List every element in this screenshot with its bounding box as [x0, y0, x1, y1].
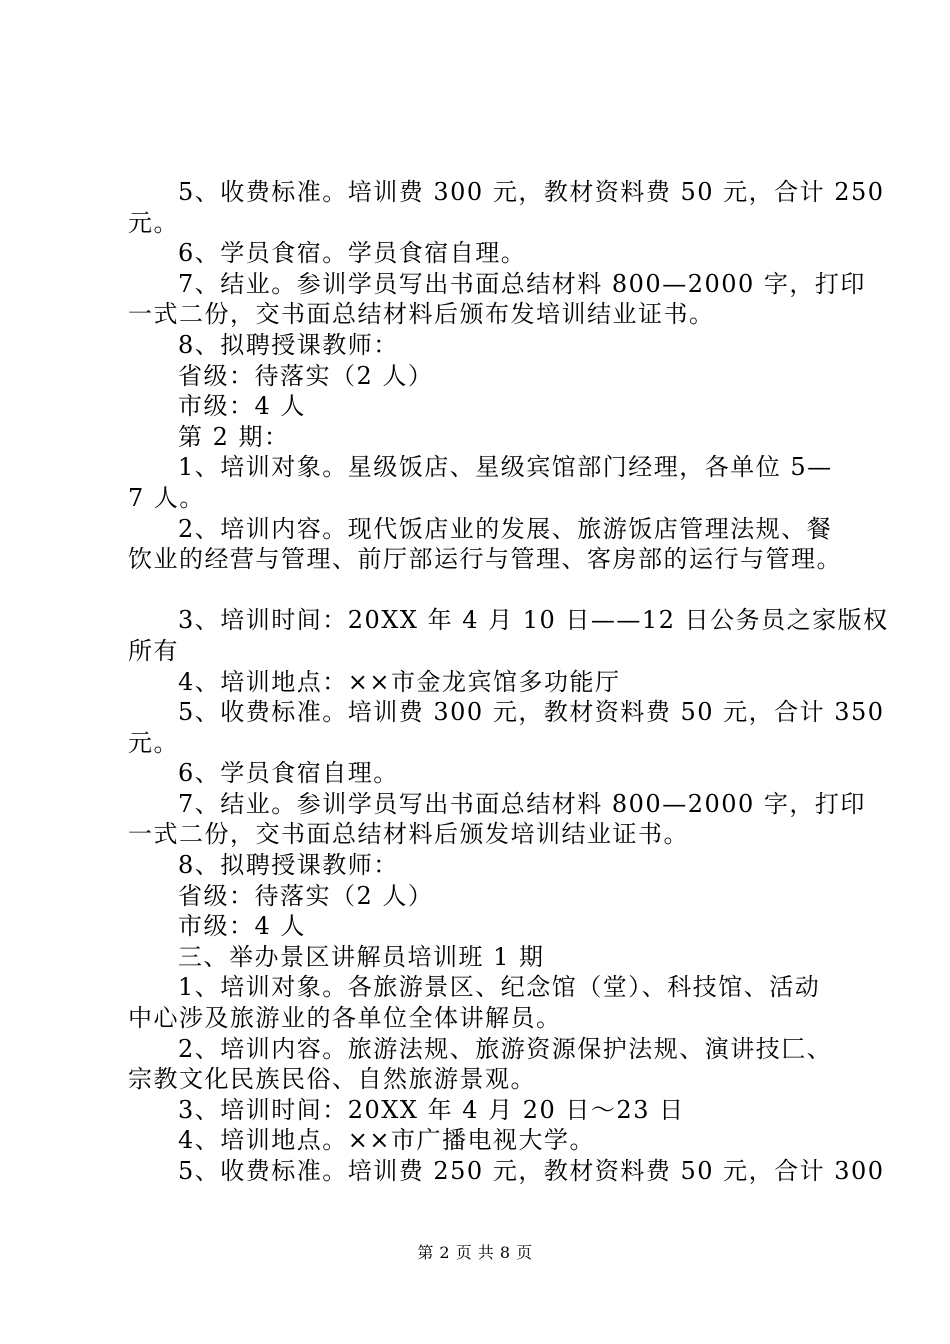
paragraph-line: 1、培训对象。各旅游景区、纪念馆（堂）、科技馆、活动: [178, 973, 821, 1002]
paragraph-line: 省级：待落实（2 人）: [178, 881, 434, 910]
paragraph-line: 元。: [128, 728, 179, 757]
paragraph-line: 5、收费标准。培训费 250 元，教材资料费 50 元，合计 300: [178, 1157, 885, 1185]
paragraph-line: 3、培训时间：20XX 年 4 月 20 日～23 日: [178, 1095, 685, 1124]
document-body: [128, 177, 889, 1187]
paragraph-line: 6、学员食宿自理。: [178, 759, 399, 788]
paragraph-line: 7、结业。参训学员写出书面总结材料 800—2000 字，打印: [178, 269, 866, 298]
section-heading: 三、举办景区讲解员培训班 1 期: [178, 942, 545, 971]
paragraph-line: 7 人。: [128, 483, 205, 512]
blank-line: [128, 575, 850, 606]
paragraph-line: 3、培训时间：20XX 年 4 月 10 日——12 日公务员之家版权: [178, 606, 889, 635]
paragraph-line: 4、培训地点：××市金龙宾馆多功能厅: [178, 667, 621, 696]
paragraph-line: 5、收费标准。培训费 300 元，教材资料费 50 元，合计 350: [178, 698, 885, 727]
paragraph-line: 一式二份，交书面总结材料后颁布发培训结业证书。: [128, 300, 715, 329]
page-footer: 第 2 页 共 8 页: [417, 1243, 533, 1262]
paragraph-line: 省级：待落实（2 人）: [178, 361, 434, 390]
paragraph-line: 5、收费标准。培训费 300 元，教材资料费 50 元，合计 250: [178, 178, 885, 206]
paragraph-line: 1、培训对象。星级饭店、星级宾馆部门经理，各单位 5—: [178, 453, 833, 482]
paragraph-line: 宗教文化民族民俗、自然旅游景观。: [128, 1065, 536, 1094]
paragraph-line: 7、结业。参训学员写出书面总结材料 800—2000 字，打印: [178, 789, 866, 818]
paragraph-line: 元。: [128, 208, 179, 237]
paragraph-line: 一式二份，交书面总结材料后颁发培训结业证书。: [128, 820, 689, 849]
paragraph-line: 饮业的经营与管理、前厅部运行与管理、客房部的运行与管理。: [128, 545, 842, 574]
paragraph-line: 市级：4 人: [178, 392, 306, 421]
section-heading: 第 2 期：: [178, 422, 290, 451]
paragraph-line: 6、学员食宿。学员食宿自理。: [178, 239, 527, 268]
paragraph-line: 8、拟聘授课教师：: [178, 330, 399, 359]
paragraph-line: 2、培训内容。旅游法规、旅游资源保护法规、演讲技匚、: [178, 1034, 833, 1063]
paragraph-line: 所有: [128, 636, 179, 665]
paragraph-line: 4、培训地点。××市广播电视大学。: [178, 1126, 595, 1155]
paragraph-line: 2、培训内容。现代饭店业的发展、旅游饭店管理法规、餐: [178, 514, 833, 543]
paragraph-line: 中心涉及旅游业的各单位全体讲解员。: [128, 1004, 562, 1033]
paragraph-line: 8、拟聘授课教师：: [178, 851, 399, 880]
paragraph-line: 市级：4 人: [178, 912, 306, 941]
